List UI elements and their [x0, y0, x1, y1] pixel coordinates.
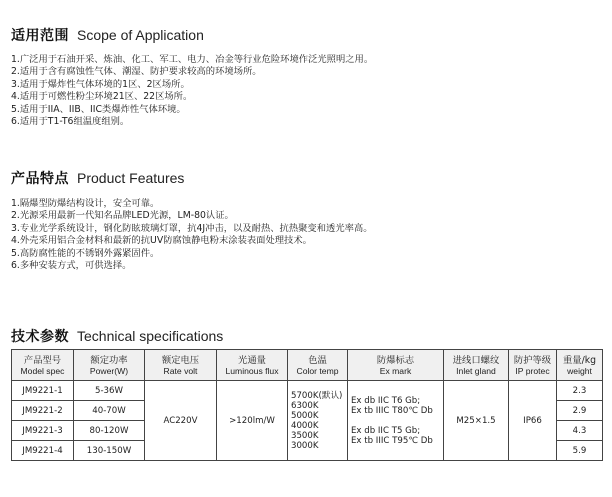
tech-title-zh: 技术参数: [11, 329, 69, 345]
list-item: 2.适用于含有腐蚀性气体、潮湿、防护要求较高的环境场所。: [11, 66, 262, 78]
list-item: 5.适用于IIA、IIB、IIC类爆炸性气体环境。: [11, 103, 186, 115]
spec-table: [11, 349, 603, 461]
list-item: 4.外壳采用铝合金材料和最新的抗UV防腐蚀静电粉末涂装表面处理技术。: [11, 235, 312, 247]
scope-heading: [11, 25, 373, 45]
power-cell: 80-120W: [74, 421, 145, 441]
power-cell: 40-70W: [74, 401, 145, 421]
header-inlet: 进线口螺纹 Inlet gland: [444, 350, 509, 381]
weight-cell: 5.9: [557, 441, 603, 461]
weight-cell: 4.3: [557, 421, 603, 441]
voltage-cell: AC220V: [145, 381, 217, 461]
model-cell: JM9221-2: [12, 401, 74, 421]
tech-title-en: Technical specifications: [77, 328, 224, 344]
scope-title-zh: 适用范围: [11, 28, 69, 44]
list-item: 1.隔爆型防爆结构设计，安全可靠。: [11, 198, 160, 209]
list-item: 2.光源采用最新一代知名品牌LED光源，LM-80认证。: [11, 210, 234, 222]
table-header-row: [12, 350, 603, 381]
power-cell: 5-36W: [74, 381, 145, 401]
header-voltage: 额定电压 Rate volt: [145, 350, 217, 381]
list-item: 6.多种安装方式，可供选择。: [11, 259, 132, 271]
ip-cell: IP66: [509, 381, 557, 461]
table-row: [12, 381, 603, 401]
header-weight: 重量/kg weight: [557, 350, 603, 381]
features-title-en: Product Features: [77, 170, 185, 186]
luminous-cell: >120lm/W: [217, 381, 288, 461]
header-ip: 防护等级 IP protec: [509, 350, 557, 381]
features-heading: [11, 168, 373, 188]
inlet-cell: M25×1.5: [444, 381, 509, 461]
list-item: 3.专业光学系统设计，钢化防眩玻璃灯罩，抗4J冲击，以及耐热、抗热聚变和透光率高。: [11, 222, 373, 234]
features-title-zh: 产品特点: [11, 171, 69, 187]
header-luminous: 光通量 Luminous flux: [217, 350, 288, 381]
scope-list: [11, 54, 373, 128]
color-temp-cell: 5700K(默认) 6300K 5000K 4000K 3500K 3000K: [288, 381, 348, 461]
weight-cell: 2.3: [557, 381, 603, 401]
features-list: [11, 198, 373, 272]
header-model: 产品型号 Model spec: [12, 350, 74, 381]
scope-title-en: Scope of Application: [77, 27, 204, 43]
scope-section: [11, 25, 373, 128]
header-power: 额定功率 Power(W): [74, 350, 145, 381]
model-cell: JM9221-4: [12, 441, 74, 461]
header-ex-mark: 防爆标志 Ex mark: [348, 350, 444, 381]
list-item: 6.适用于T1-T6组温度组别。: [11, 115, 130, 127]
tech-heading: [11, 326, 223, 346]
model-cell: JM9221-1: [12, 381, 74, 401]
weight-cell: 2.9: [557, 401, 603, 421]
list-item: 5.高防腐性能的不锈钢外露紧固件。: [11, 247, 160, 259]
features-section: [11, 168, 373, 272]
header-color-temp: 色温 Color temp: [288, 350, 348, 381]
ex-mark-cell: Ex db IIC T6 Gb; Ex tb IIIC T80℃ Db Ex db IIC T5 Gb; Ex tb IIIC T95℃ Db: [348, 381, 444, 461]
list-item: 1.广泛用于石油开采、炼油、化工、军工、电力、冶金等行业危险环境作泛光照明之用。: [11, 54, 374, 65]
power-cell: 130-150W: [74, 441, 145, 461]
tech-section: [11, 326, 223, 346]
list-item: 3.适用于爆炸性气体环境的1区、2区场所。: [11, 78, 190, 90]
list-item: 4.适用于可燃性粉尘环境21区、22区场所。: [11, 91, 193, 103]
model-cell: JM9221-3: [12, 421, 74, 441]
